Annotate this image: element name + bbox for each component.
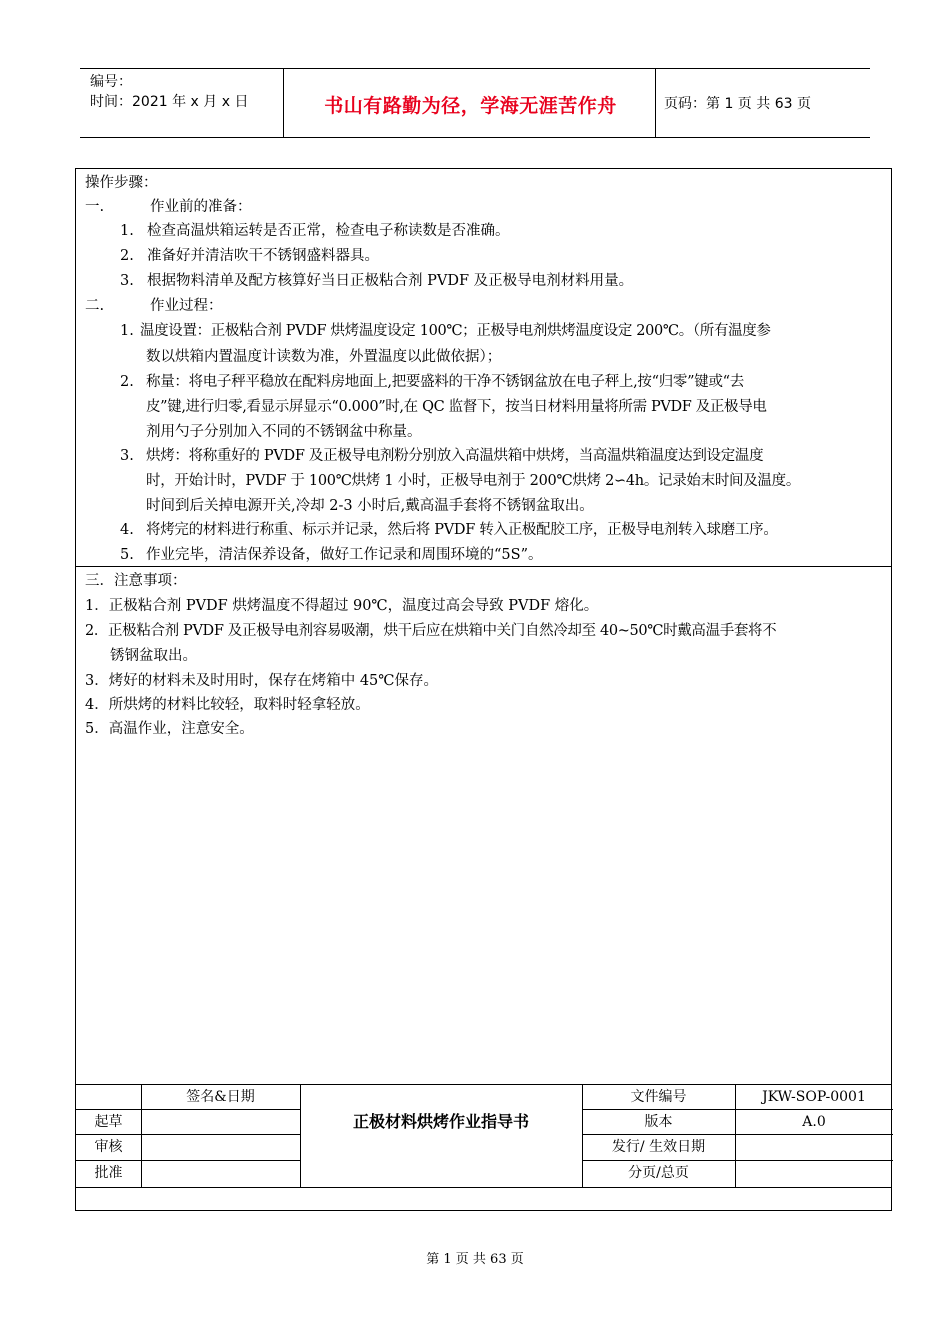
- process-item-text: 温度设置：正极粘合剂 PVDF 烘烤温度设定 100℃；正极导电剂烘烤温度设定 200℃。（所有温度参: [140, 323, 771, 339]
- section2-number: 二.: [85, 298, 105, 314]
- steps-title: 操作步骤：: [85, 175, 158, 191]
- process-item-text: 称量：将电子秤平稳放在配料房地面上,把要盛料的干净不锈钢盆放在电子秤上,按“归零”键或“去: [146, 374, 744, 390]
- note-item: 1．正极粘合剂 PVDF 烘烤温度不得超过 90℃，温度过高会导致 PVDF 熔化。: [85, 598, 599, 614]
- prep-item-text: 根据物料清单及配方核算好当日正极粘合剂 PVDF 及正极导电剂材料用量。: [147, 273, 634, 289]
- section1-title: 作业前的准备：: [150, 199, 252, 215]
- version-value: A.0: [802, 1114, 826, 1130]
- header-page-info: 页码：第 1 页 共 63 页: [664, 96, 811, 112]
- prep-item-text: 准备好并清洁吹干不锈钢盛料器具。: [147, 248, 379, 264]
- process-item-text: 时间到后关掉电源开关,冷却 2-3 小时后,戴高温手套将不锈钢盆取出。: [146, 498, 594, 514]
- signoff-column-rule: [300, 1084, 301, 1187]
- process-item-text: 皮”键,进行归零,看显示屏显示“0.000”时,在 QC 监督下，按当日材料用量将所需 PVDF 及正极导电: [146, 399, 767, 415]
- document-title: 正极材料烘烤作业指导书: [352, 1112, 529, 1131]
- prep-item-number: 3.: [120, 273, 134, 289]
- process-item-text: 数以烘箱内置温度计读数为准，外置温度以此做依据）；: [146, 349, 502, 365]
- page-header: [80, 68, 870, 138]
- process-item-number: 3.: [120, 448, 134, 464]
- header-divider: [655, 69, 656, 137]
- document-date: 时间：2021 年 x 月 x 日: [90, 94, 249, 110]
- document-number-label: 编号：: [90, 74, 132, 90]
- process-item-number: 4.: [120, 522, 134, 538]
- header-meta: [90, 72, 248, 112]
- process-item-text: 作业完毕，清洁保养设备，做好工作记录和周围环境的“5S”。: [146, 547, 543, 563]
- prep-item-number: 1.: [120, 223, 134, 239]
- sign-date-header: 签名&日期: [186, 1089, 255, 1105]
- section2-title: 作业过程：: [150, 298, 223, 314]
- process-item-number: 5.: [120, 547, 134, 563]
- section1-number: 一.: [85, 199, 105, 215]
- review-label: 审核: [94, 1139, 123, 1155]
- issue-date-label: 发行/ 生效日期: [611, 1139, 706, 1155]
- draft-label: 起草: [94, 1114, 123, 1130]
- file-number-value: JKW-SOP-0001: [762, 1089, 866, 1105]
- header-slogan: 书山有路勤为径，学海无涯苦作舟: [324, 95, 617, 117]
- signoff-bottom-rule: [76, 1187, 891, 1188]
- process-item-text: 烘烤：将称重好的 PVDF 及正极导电剂粉分别放入高温烘箱中烘烤，当高温烘箱温度达到设定温度: [146, 448, 764, 464]
- note-item: 4．所烘烤的材料比较轻，取料时轻拿轻放。: [85, 697, 370, 713]
- process-item-number: 2.: [120, 374, 134, 390]
- note-item: 5．高温作业，注意安全。: [85, 721, 254, 737]
- process-item-text: 将烤完的材料进行称重、标示并记录，然后将 PVDF 转入正极配胶工序，正极导电剂转入球磨工序。: [146, 522, 778, 538]
- process-item-number: 1.: [120, 323, 134, 339]
- prep-item-number: 2.: [120, 248, 134, 264]
- process-item-text: 时，开始计时，PVDF 于 100℃烘烤 1 小时，正极导电剂于 200℃烘烤 2∽4h。记录始末时间及温度。: [146, 473, 801, 489]
- version-label: 版本: [644, 1114, 673, 1130]
- prep-item-text: 检查高温烘箱运转是否正常，检查电子称读数是否准确。: [147, 223, 510, 239]
- file-number-label: 文件编号: [630, 1089, 687, 1105]
- notes-title: 三．注意事项：: [85, 573, 187, 589]
- note-item: 2．正极粘合剂 PVDF 及正极导电剂容易吸潮，烘干后应在烘箱中关门自然冷却至 40~50℃时戴高温手套将不: [85, 623, 777, 639]
- approve-label: 批准: [94, 1165, 123, 1181]
- note-item: 锈钢盆取出。: [110, 648, 197, 664]
- pages-label: 分页/总页: [628, 1165, 689, 1181]
- section-divider: [76, 566, 891, 567]
- page-footer: 第 1 页 共 63 页: [426, 1252, 524, 1267]
- process-item-text: 剂用勺子分别加入不同的不锈钢盆中称量。: [146, 424, 422, 440]
- note-item: 3．烤好的材料未及时用时，保存在烤箱中 45℃保存。: [85, 673, 439, 689]
- document-frame: [75, 168, 892, 1211]
